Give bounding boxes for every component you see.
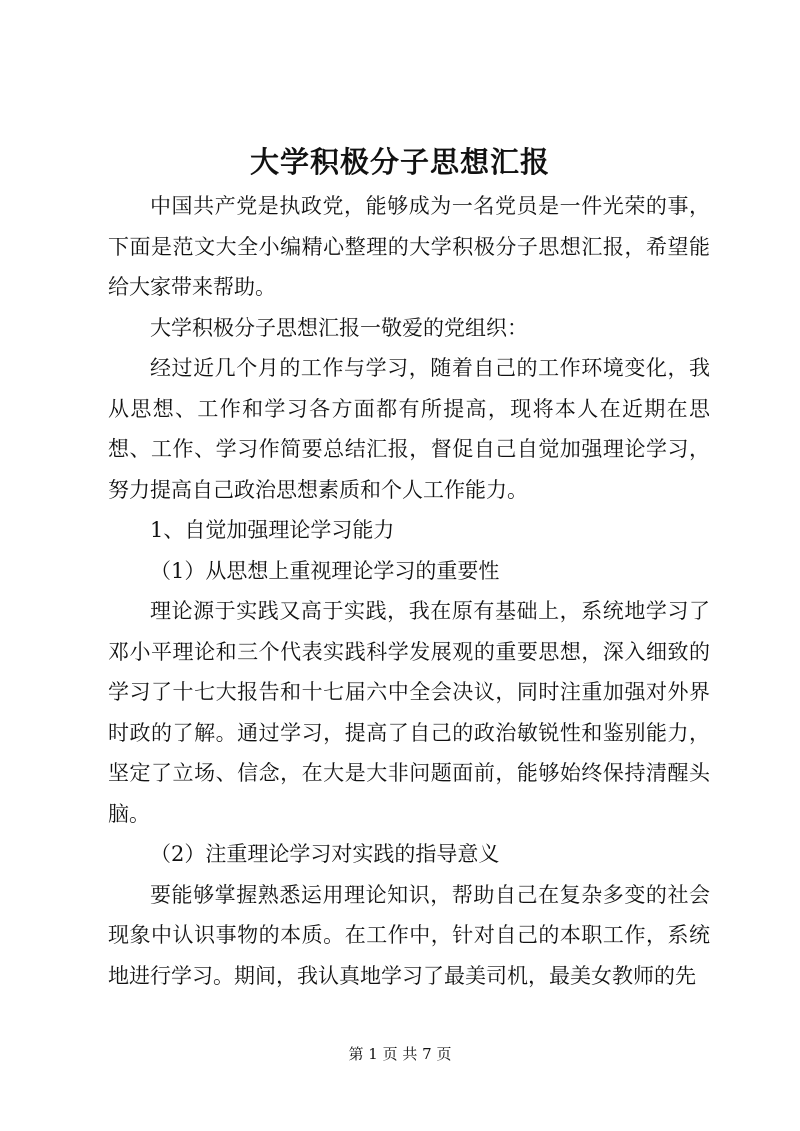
subsection-heading-1: （1）从思想上重视理论学习的重要性 (150, 558, 500, 583)
paragraph-overview: 经过近几个月的工作与学习，随着自己的工作环境变化，我从思想、工作和学习各方面都有所提高，现将本人在近期在思想、工作、学习作简要总结汇报，督促自己自觉加强理论学习，努力提高自己政治思想素质和个人工作能力。 (108, 356, 710, 502)
subsection-heading-2: （2）注重理论学习对实践的指导意义 (150, 842, 500, 866)
paragraph-salutation: 大学积极分子思想汇报一敬爱的党组织： (150, 315, 528, 340)
paragraph-intro: 中国共产党是执政党，能够成为一名党员是一件光荣的事，下面是范文大全小编精心整理的大学积极分子思想汇报，希望能给大家带来帮助。 (108, 194, 710, 299)
document-body (108, 186, 710, 996)
document-title: 大学积极分子思想汇报 (249, 145, 550, 179)
page-footer: 第 1 页 共 7 页 (348, 1045, 452, 1063)
paragraph-practice: 要能够掌握熟悉运用理论知识，帮助自己在复杂多变的社会现象中认识事物的本质。在工作中，针对自己的本职工作，系统地进行学习。期间，我认真地学习了最美司机，最美女教师的先 (108, 882, 710, 988)
section-heading-1: 1、自觉加强理论学习能力 (150, 518, 395, 542)
paragraph-theory-study: 理论源于实践又高于实践，我在原有基础上，系统地学习了邓小平理论和三个代表实践科学发展观的重要思想，深入细致的学习了十七大报告和十七届六中全会决议，同时注重加强对外界时政的了解。通过学习，提高了自己的政治敏锐性和鉴别能力，坚定了立场、信念，在大是大非问题面前，能够始终保持清醒头脑。 (108, 599, 710, 826)
